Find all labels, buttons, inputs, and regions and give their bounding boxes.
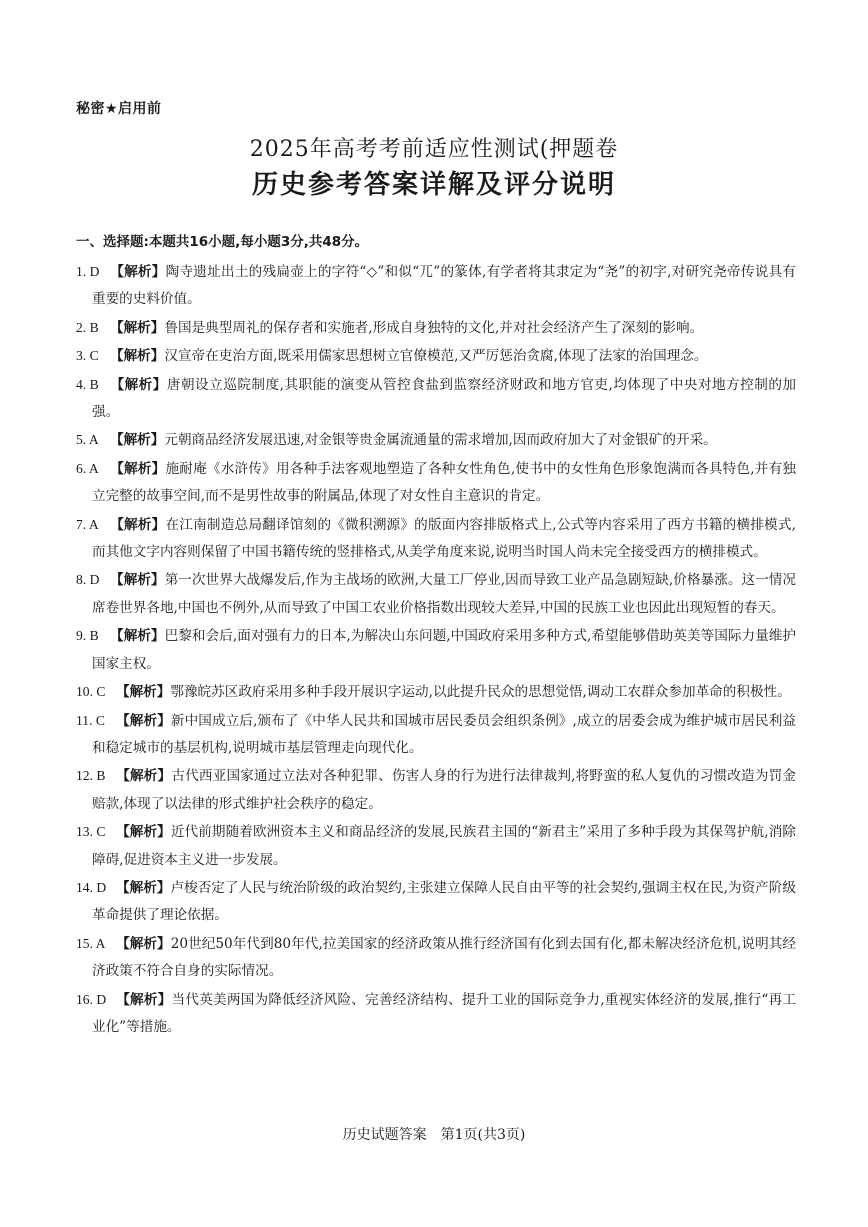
answer-item	[76, 707, 796, 763]
answer-explanation: 元朝商品经济发展迅速,对金银等贵金属流通量的需求增加,因而政府加大了对金银矿的开采。	[164, 432, 717, 449]
answer-item	[76, 511, 796, 567]
analysis-tag: 【解析】	[110, 348, 165, 365]
answer-explanation: 近代前期随着欧洲资本主义和商品经济的发展,民族君主国的“新君主”采用了多种手段为其保驾护航,消除障碍,促进资本主义进一步发展。	[92, 824, 796, 868]
answer-number: 2. B	[76, 319, 99, 335]
answer-explanation: 20世纪50年代到80年代,拉美国家的经济政策从推行经济国有化到去国有化,都未解决经济危机,说明其经济政策不符合自身的实际情况。	[92, 935, 797, 980]
analysis-tag: 【解析】	[116, 879, 171, 896]
answer-explanation: 第一次世界大战爆发后,作为主战场的欧洲,大量工厂停业,因而导致工业产品急剧短缺,价格暴涨。这一情况席卷世界各地,中国也不例外,从而导致了中国工农业价格指数出现较大差异,中国的民族工业也因此出现短暂的春天。	[92, 572, 797, 616]
answer-explanation: 新中国成立后,颁布了《中华人民共和国城市居民委员会组织条例》,成立的居委会成为维护城市居民利益和稳定城市的基层机构,说明城市基层管理走向现代化。	[92, 712, 797, 756]
answer-explanation: 在江南制造总局翻译馆刻的《微积溯源》的版面内容排版格式上,公式等内容采用了西方书籍的横排模式,而其他文字内容则保留了中国书籍传统的竖排格式,从美学角度来说,说明当时国人尚未完全接受西方的横排模式。	[92, 516, 797, 561]
answer-number: 1. D	[76, 264, 100, 279]
exam-title: 2025年高考考前适应性测试(押题卷	[249, 137, 619, 162]
answer-item	[76, 818, 796, 874]
answer-explanation: 巴黎和会后,面对强有力的日本,为解决山东问题,中国政府采用多种方式,希望能够借助英美等国际力量维护国家主权。	[92, 628, 797, 672]
answer-number: 16. D	[76, 991, 107, 1007]
analysis-tag: 【解析】	[110, 319, 165, 336]
analysis-tag: 【解析】	[110, 628, 165, 645]
answer-item	[76, 622, 796, 678]
analysis-tag: 【解析】	[110, 432, 165, 449]
answer-explanation: 汉宣帝在吏治方面,既采用儒家思想树立官僚模范,又严厉惩治贪腐,体现了法家的治国理念。	[164, 348, 708, 365]
answer-item	[76, 566, 796, 622]
answer-explanation: 当代英美两国为降低经济风险、完善经济结构、提升工业的国际竞争力,重视实体经济的发展,推行“再工业化”等措施。	[92, 991, 796, 1035]
document-title: 历史参考答案详解及评分说明	[251, 170, 616, 200]
analysis-tag: 【解析】	[116, 991, 172, 1008]
answer-explanation: 施耐庵《水浒传》用各种手法客观地塑造了各种女性角色,使书中的女性角色形象饱满而各具特色,并有独立完整的故事空间,而不是男性故事的附属品,体现了对女性自主意识的肯定。	[92, 460, 797, 505]
answer-number: 12. B	[76, 768, 106, 784]
answer-number: 8. D	[76, 572, 100, 588]
answer-number: 6. A	[76, 460, 99, 476]
answer-item	[76, 986, 796, 1042]
answer-number: 15. A	[76, 935, 106, 951]
answer-number: 4. B	[76, 376, 99, 392]
analysis-tag: 【解析】	[110, 264, 166, 280]
confidential-label: 秘密★启用前	[76, 101, 162, 117]
answer-explanation: 卢梭否定了人民与统治阶级的政治契约,主张建立保障人民自由平等的社会契约,强调主权在民,为资产阶级革命提供了理论依据。	[92, 879, 796, 924]
answer-item	[76, 678, 796, 706]
analysis-tag: 【解析】	[110, 516, 166, 533]
answer-number: 11. C	[76, 712, 105, 728]
answer-item	[76, 314, 796, 342]
analysis-tag: 【解析】	[110, 376, 167, 393]
answer-number: 13. C	[76, 824, 106, 840]
answer-number: 9. B	[76, 628, 99, 644]
analysis-tag: 【解析】	[116, 824, 171, 841]
section-heading: 一、选择题:本题共16小题,每小题3分,共48分。	[76, 234, 369, 250]
answer-explanation: 鄂豫皖苏区政府采用多种手段开展识字运动,以此提升民众的思想觉悟,调动工农群众参加革命的积极性。	[170, 684, 791, 701]
analysis-tag: 【解析】	[116, 712, 171, 729]
answer-item	[76, 874, 796, 930]
analysis-tag: 【解析】	[116, 768, 172, 785]
answer-explanation: 鲁国是典型周礼的保存者和实施者,形成自身独特的文化,并对社会经济产生了深刻的影响。	[164, 319, 704, 336]
answer-number: 14. D	[76, 879, 107, 895]
answer-number: 3. C	[76, 348, 99, 364]
page-footer: 历史试题答案 第1页(共3页)	[342, 1127, 526, 1143]
answer-item	[76, 762, 796, 818]
answer-explanation: 陶寺遗址出土的残扁壶上的字符“◇”和似“兀”的篆体,有学者将其隶定为“尧”的初字,对研究尧帝传说具有重要的史料价值。	[92, 264, 796, 308]
answer-number: 5. A	[76, 432, 99, 448]
answer-item	[76, 342, 796, 370]
analysis-tag: 【解析】	[116, 684, 171, 701]
answer-item	[76, 426, 796, 454]
answer-explanation: 古代西亚国家通过立法对各种犯罪、伤害人身的行为进行法律裁判,将野蛮的私人复仇的习惯改造为罚金赔款,体现了以法律的形式维护社会秩序的稳定。	[92, 768, 797, 812]
analysis-tag: 【解析】	[116, 935, 171, 952]
answer-explanation: 唐朝设立巡院制度,其职能的演变从管控食盐到监察经济财政和地方官吏,均体现了中央对地方控制的加强。	[92, 376, 797, 421]
answer-item	[76, 930, 796, 986]
answer-number: 10. C	[76, 684, 106, 700]
analysis-tag: 【解析】	[110, 460, 166, 477]
answer-list	[76, 258, 796, 1041]
answer-item	[76, 455, 796, 511]
analysis-tag: 【解析】	[110, 572, 165, 589]
answer-item	[76, 258, 796, 314]
answer-item	[76, 371, 796, 427]
answer-number: 7. A	[76, 516, 99, 532]
